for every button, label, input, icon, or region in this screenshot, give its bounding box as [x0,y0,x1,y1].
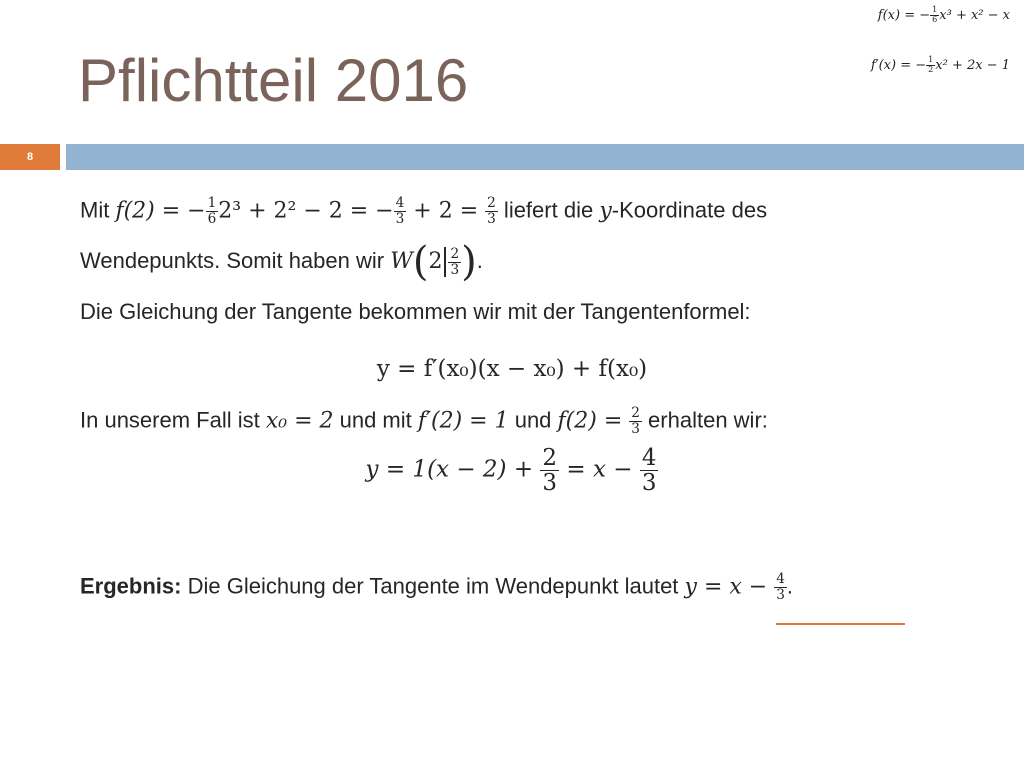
fraction-four-thirds: $\frac{4}{3}$ [395,195,405,227]
function-definition [878,6,1010,25]
tangent-formula: y = f′(x₀)(x − x₀) + f(x₀) [376,356,648,382]
fraction-two-thirds: $\frac{2}{3}$ [487,195,496,227]
f1-lhs: f(x) = − [877,7,931,23]
fraction-one-sixth: $\frac{1}{6}$ [207,195,217,227]
slide-title: Pflichtteil 2016 [78,47,469,114]
f1-fraction: $\frac{1}{6}$ [932,5,938,24]
fraction-four-thirds-large: $\frac{4}{3}$ [641,445,657,497]
f2-rest: x² + 2x − 1 [935,57,1010,73]
fraction-two-thirds-large: $\frac{2}{3}$ [542,445,558,497]
tangent-equation: y = 1(x − 2) + $\frac{2}{3}$ = x − $\frac{4}{3}$ [365,445,657,497]
f2-fraction: $\frac{1}{2}$ [928,55,934,74]
result-underline [776,623,905,625]
line-tangentenformel: Die Gleichung der Tangente bekommen wir mit der Tangentenformel: [80,299,751,324]
line-unser-fall: In unserem Fall ist x₀ = 2 und mit f′(2) = 1 und f(2) = $\frac{2}{3}$ erhalten wir: [80,405,768,437]
header-divider-bar [66,144,1024,170]
slide-number: 8 [26,151,34,163]
derivative-definition [871,56,1010,75]
f2-lhs: f′(x) = − [870,57,927,73]
result-label: Ergebnis: [80,573,182,599]
line-mit-f2: Mit f(2) = − $\frac{1}{6}$ 2³ + 2² − 2 = − $\frac{4}{3}$ + 2 = $\frac{2}{3}$ liefert die y-Koordinate des [80,195,768,227]
f1-rest: x³ + x² − x [939,7,1010,23]
line-ergebnis: Ergebnis: Die Gleichung der Tangente im Wendepunkt lautet y = x − $\frac{4}{3}$ . [80,571,794,603]
fraction-two-thirds-b: $\frac{2}{3}$ [631,405,640,437]
point-W: W ( 2 $\frac{2}{3}$ ) [390,239,477,285]
line-wendepunkt: Wendepunkts. Somit haben wir W ( 2 $\frac{2}{3}$ ) . [80,239,483,285]
fraction-result: $\frac{4}{3}$ [776,571,785,603]
